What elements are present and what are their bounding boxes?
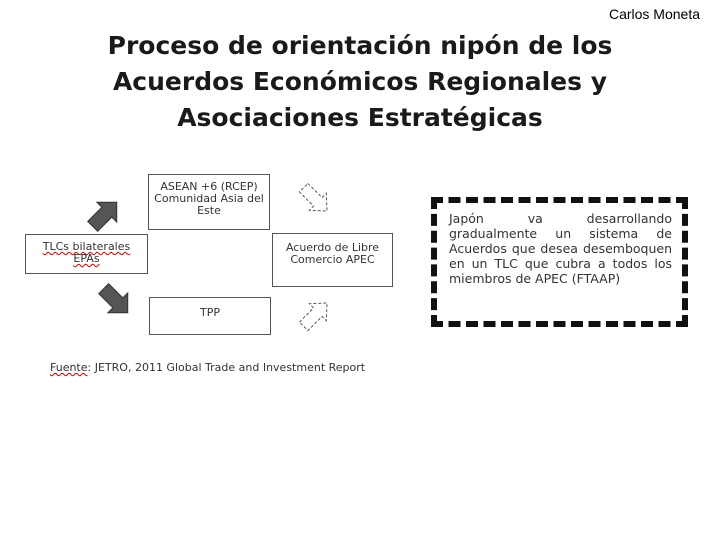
dashed-arrow-down-right-icon xyxy=(295,179,335,219)
source-text: : JETRO, 2011 Global Trade and Investment Report xyxy=(87,361,366,374)
box-asean-rcep: ASEAN +6 (RCEP) Comunidad Asia del Este xyxy=(148,174,270,230)
author-name: Carlos Moneta xyxy=(608,6,700,22)
box-apec: Acuerdo de Libre Comercio APEC xyxy=(272,233,393,287)
solid-arrow-down-right-icon xyxy=(94,279,138,323)
dashed-arrow-up-right-icon xyxy=(295,294,335,334)
box-tlc-bilaterales xyxy=(25,234,148,274)
slide-title: Proceso de orientación nipón de los Acuerdos Económicos Regionales y Asociaciones Estratégicas xyxy=(107,31,613,132)
solid-arrow-up-right-icon xyxy=(83,192,127,236)
note-box: Japón va desarrollando gradualmente un sistema de Acuerdos que desea desemboquen en un TLC que cubra a todos los miembros de APEC (FTAAP) xyxy=(431,197,688,327)
box-tpp: TPP xyxy=(149,297,271,335)
source-citation xyxy=(50,361,365,374)
source-prefix: Fuente xyxy=(50,361,88,374)
tlc-label-line1: TLCs bilaterales xyxy=(42,240,131,253)
tlc-label-line2: EPAs xyxy=(73,252,100,265)
